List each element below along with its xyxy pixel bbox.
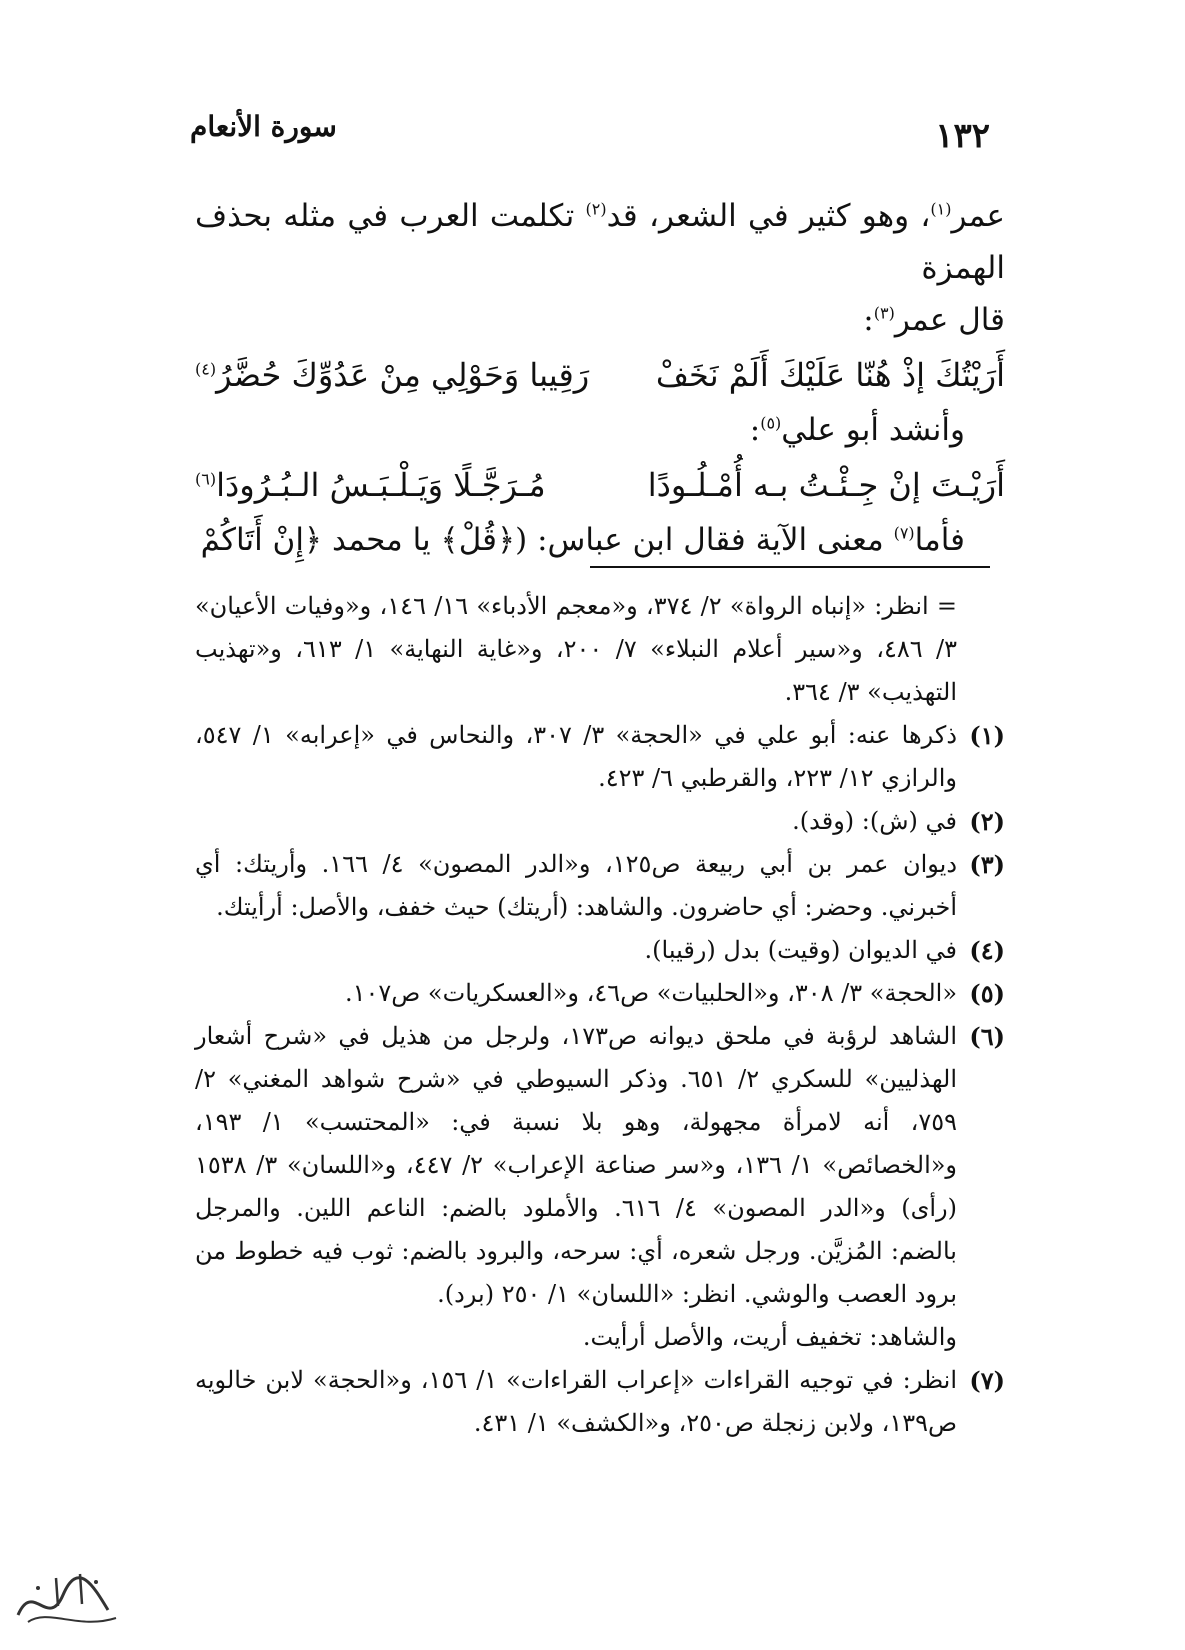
footnote-5 <box>195 972 1005 1015</box>
main-text <box>195 190 1005 566</box>
footnote-number: (٥) <box>969 979 1005 1008</box>
footnote-marker-2: (٢) <box>585 199 607 219</box>
footnote-3 <box>195 843 1005 929</box>
calligraphy-logo-icon <box>8 1560 128 1640</box>
paragraph-4 <box>195 514 1005 566</box>
text-run: مُـرَجَّـلًا وَيَـلْـبَـسُ الـبُـرُودَا <box>216 466 546 504</box>
text-run: فأما <box>914 522 965 558</box>
surah-title: سورة الأنعام <box>190 110 337 143</box>
paragraph-1 <box>195 190 1005 294</box>
footnote-marker-1: (١) <box>930 199 952 219</box>
verse-first-hemistich: أَرَيْـتَ إنْ جِـئْـتُ بـه أُمْـلُـودًا <box>647 466 1005 504</box>
footnote-number: (١) <box>969 721 1005 750</box>
footnote-7 <box>195 1359 1005 1445</box>
footnote-separator <box>590 566 990 568</box>
text-run: معنى الآية فقال ابن عباس: (﴿قُلْ﴾ يا محمد ﴿إِنْ أَتَاكُمْ <box>200 522 894 558</box>
page-number: ١٣٢ <box>935 116 990 156</box>
text-run: رَقِيبا وَحَوْلِي مِنْ عَدُوِّكَ حُضَّرُ <box>216 356 590 394</box>
footnote-marker-3: (٣) <box>873 303 895 323</box>
paragraph-2 <box>195 294 1005 346</box>
footnote-text: في (ش): (وقد). <box>792 807 957 835</box>
text-run: : <box>749 412 761 448</box>
footnote-number: (٣) <box>969 850 1005 879</box>
footnote-6-conclusion: والشاهد: تخفيف أريت، والأصل أرأيت. <box>582 1323 957 1351</box>
footnote-text: ديوان عمر بن أبي ربيعة ص١٢٥، و«الدر المصون» ٤/ ١٦٦. وأريتك: أي أخبرني. وحضر: أي حاضرون. والشاهد: (أريتك) حيث خفف، والأصل: أرأيتك. <box>195 850 958 921</box>
footnote-text: الشاهد لرؤبة في ملحق ديوانه ص١٧٣، ولرجل من هذيل في «شرح أشعار الهذليين» للسكري ٢/ ٦٥١. وذكر السيوطي في «شرح شواهد المغني» ٢/ ٧٥٩، أنه لامرأة مجهولة، وهو بلا نسبة في: «المحتسب» ١/ ١٩٣، و«الخصائص» ١/ ١٣٦، و«سر صناعة الإعراب» ٢/ ٤٤٧، و«اللسان» ٣/ ١٥٣٨ (رأى) و«الدر المصون» ٤/ ٦١٦. والأملود بالضم: الناعم اللين. والمرجل بالضم: المُزيَّن. ورجل شعره، أي: سرحه، والبرود بالضم: ثوب فيه خطوط من برود العصب والوشي. انظر: «اللسان» ١/ ٢٥٠ (برد). <box>195 1022 958 1308</box>
paragraph-3 <box>195 404 1005 456</box>
text-run: عمر <box>951 198 1005 234</box>
footnote-marker-5: (٥) <box>760 413 782 433</box>
footnote-continuation: = انظر: «إنباه الرواة» ٢/ ٣٧٤، و«معجم الأدباء» ١٦/ ١٤٦، و«وفيات الأعيان» ٣/ ٤٨٦، و«سير أعلام النبلاء» ٧/ ٢٠٠، و«غاية النهاية» ١/ ٦١٣، و«تهذيب التهذيب» ٣/ ٣٦٤. <box>195 592 958 706</box>
footnote-marker-7: (٧) <box>893 523 915 543</box>
poetry-verse-2 <box>195 456 1005 514</box>
verse-second-hemistich <box>195 456 546 514</box>
footnote-text: انظر: في توجيه القراءات «إعراب القراءات» ١/ ١٥٦، و«الحجة» لابن خالويه ص١٣٩، ولابن زنجلة ص٢٥٠، و«الكشف» ١/ ٤٣١. <box>195 1366 957 1437</box>
verse-first-hemistich: أَرَيْتُكَ إذْ هُنّا عَلَيْكَ أَلَمْ نَخَفْ <box>655 356 1005 394</box>
text-run: ، وهو كثير في الشعر، قد <box>606 198 931 234</box>
footnote-2 <box>195 800 1005 843</box>
footnotes <box>195 585 1005 1445</box>
footnote-marker-4: (٤) <box>195 359 217 379</box>
page-header <box>180 110 990 170</box>
footnote-4 <box>195 929 1005 972</box>
text-run: تكلمت العرب في مثله بحذف الهمزة <box>195 198 1005 286</box>
footnote-number: (٢) <box>969 807 1005 836</box>
poetry-verse-1 <box>195 346 1005 404</box>
footnote-number: (٦) <box>969 1022 1005 1051</box>
footnote-text: ذكرها عنه: أبو علي في «الحجة» ٣/ ٣٠٧، والنحاس في «إعرابه» ١/ ٥٤٧، والرازي ١٢/ ٢٢٣، والقرطبي ٦/ ٤٢٣. <box>195 721 958 792</box>
footnote-1 <box>195 714 1005 800</box>
footnote-number: (٤) <box>969 936 1005 965</box>
footnote-marker-6: (٦) <box>195 469 217 489</box>
text-run: قال عمر <box>894 302 1005 338</box>
footnote-text: في الديوان (وقيت) بدل (رقيبا). <box>644 936 957 964</box>
verse-second-hemistich <box>195 346 589 404</box>
text-run: وأنشد أبو علي <box>781 412 965 448</box>
footnote-number: (٧) <box>969 1366 1005 1395</box>
footnote-text: «الحجة» ٣/ ٣٠٨، و«الحلبيات» ص٤٦، و«العسكريات» ص١٠٧. <box>344 979 957 1007</box>
text-run: : <box>863 302 874 338</box>
footnote-6 <box>195 1015 1005 1316</box>
